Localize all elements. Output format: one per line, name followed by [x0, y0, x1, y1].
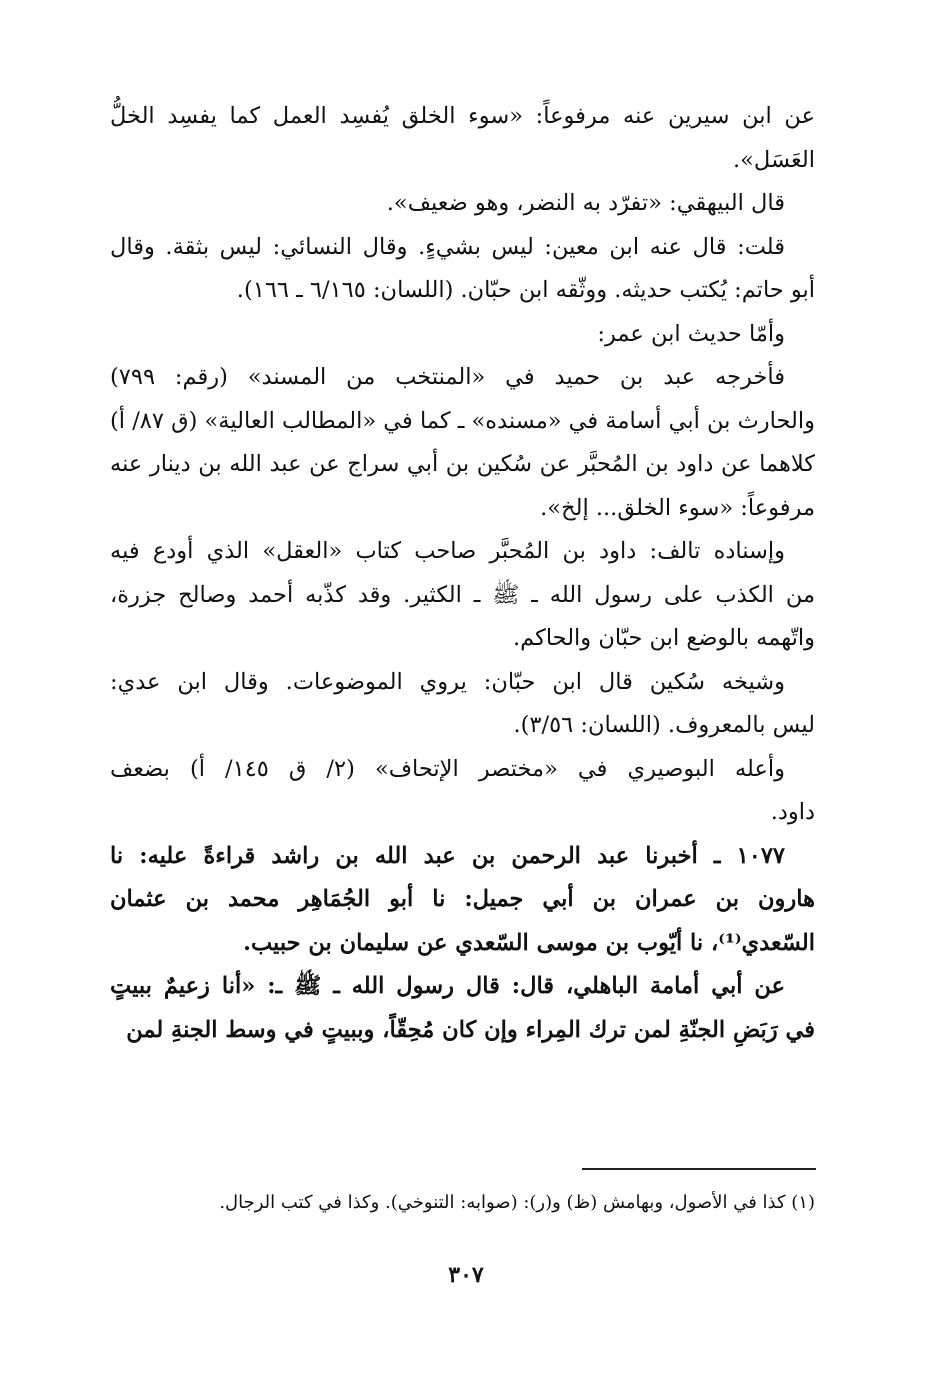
text-line: قال البيهقي: «تفرّد به النضر، وهو ضعيف». [386, 190, 785, 216]
text-line: كلاهما عن داود بن المُحبَّر عن سُكين بن أبي سراج عن عبد الله بن دينار عنه [110, 451, 815, 477]
footnote-divider [582, 1168, 816, 1170]
text-line: وإسناده تالف: داود بن المُحبَّر صاحب كتاب «العقل» الذي أودع فيه [110, 538, 785, 564]
text-line: من الكذب على رسول الله ـ ﷺ ـ الكثير. وقد كذّبه أحمد وصالح جزرة، [110, 581, 815, 608]
text-line: داود. [770, 799, 815, 825]
text-line: وشيخه سُكين قال ابن حبّان: يروي الموضوعات. وقال ابن عدي: [110, 668, 785, 695]
commentary-paragraph [110, 313, 815, 357]
page-number: ٣٠٧ [448, 1262, 484, 1288]
text-line: ١٠٧٧ ـ أخبرنا عبد الرحمن بن عبد الله بن راشد قراءةً عليه: نا [110, 842, 785, 869]
text-line: واتّهمه بالوضع ابن حبّان والحاكم. [512, 625, 815, 651]
text-line: قلت: قال عنه ابن معين: ليس بشيءٍ. وقال النسائي: ليس بثقة. وقال [110, 233, 785, 260]
text-line: العَسَل». [733, 146, 815, 173]
text-line: السّعدي⁽¹⁾، نا أيّوب بن موسى السّعدي عن سليمان بن حبيب. [243, 929, 815, 956]
text-line: عن ابن سيرين عنه مرفوعاً: «سوء الخلق يُفسِد العمل كما يفسِد الخلُّ [110, 103, 815, 129]
text-line: هارون بن عمران بن أبي جميل: نا أبو الجُمَاهِر محمد بن عثمان [110, 886, 815, 912]
commentary-paragraph [110, 226, 815, 313]
text-line: أبو حاتم: يُكتب حديثه. ووثّقه ابن حبّان. (اللسان: ٦/١٦٥ ـ ١٦٦). [236, 277, 815, 303]
page-body [110, 95, 815, 1052]
text-line: مرفوعاً: «سوء الخلق... إلخ». [540, 494, 815, 521]
commentary-paragraph [110, 95, 815, 182]
hadith-paragraph [110, 965, 815, 1052]
hadith-paragraph [110, 835, 815, 966]
commentary-paragraph [110, 530, 815, 661]
text-line: ليس بالمعروف. (اللسان: ٣/٥٦). [513, 712, 815, 738]
text-line: والحارث بن أبي أسامة في «مسنده» ـ كما في «المطالب العالية» (ق ٨٧/ أ) [110, 407, 815, 434]
commentary-paragraph [110, 182, 815, 226]
text-line: فأخرجه عبد بن حميد في «المنتخب من المسند» (رقم: ٧٩٩) [110, 364, 785, 390]
commentary-paragraph [110, 356, 815, 530]
text-line: وأعله البوصيري في «مختصر الإتحاف» (٢/ ق ١٤٥/ أ) بضعف [110, 755, 786, 782]
footnote: (١) كذا في الأصول، وبهامش (ظ) و(ر): (صوابه: التنوخي). وكذا في كتب الرجال. [219, 1192, 815, 1213]
commentary-paragraph [110, 748, 815, 835]
text-line: وأمّا حديث ابن عمر: [597, 320, 785, 347]
commentary-paragraph [110, 661, 815, 748]
text-line: عن أبي أمامة الباهلي، قال: قال رسول الله ـ ﷺ ـ: «أنا زعيمٌ ببيتٍ [110, 973, 785, 999]
text-line: في رَبَضِ الجنّةِ لمن ترك المِراء وإن كان مُحِقّاً، وببيتٍ في وسط الجنةِ لمن [126, 1016, 815, 1043]
